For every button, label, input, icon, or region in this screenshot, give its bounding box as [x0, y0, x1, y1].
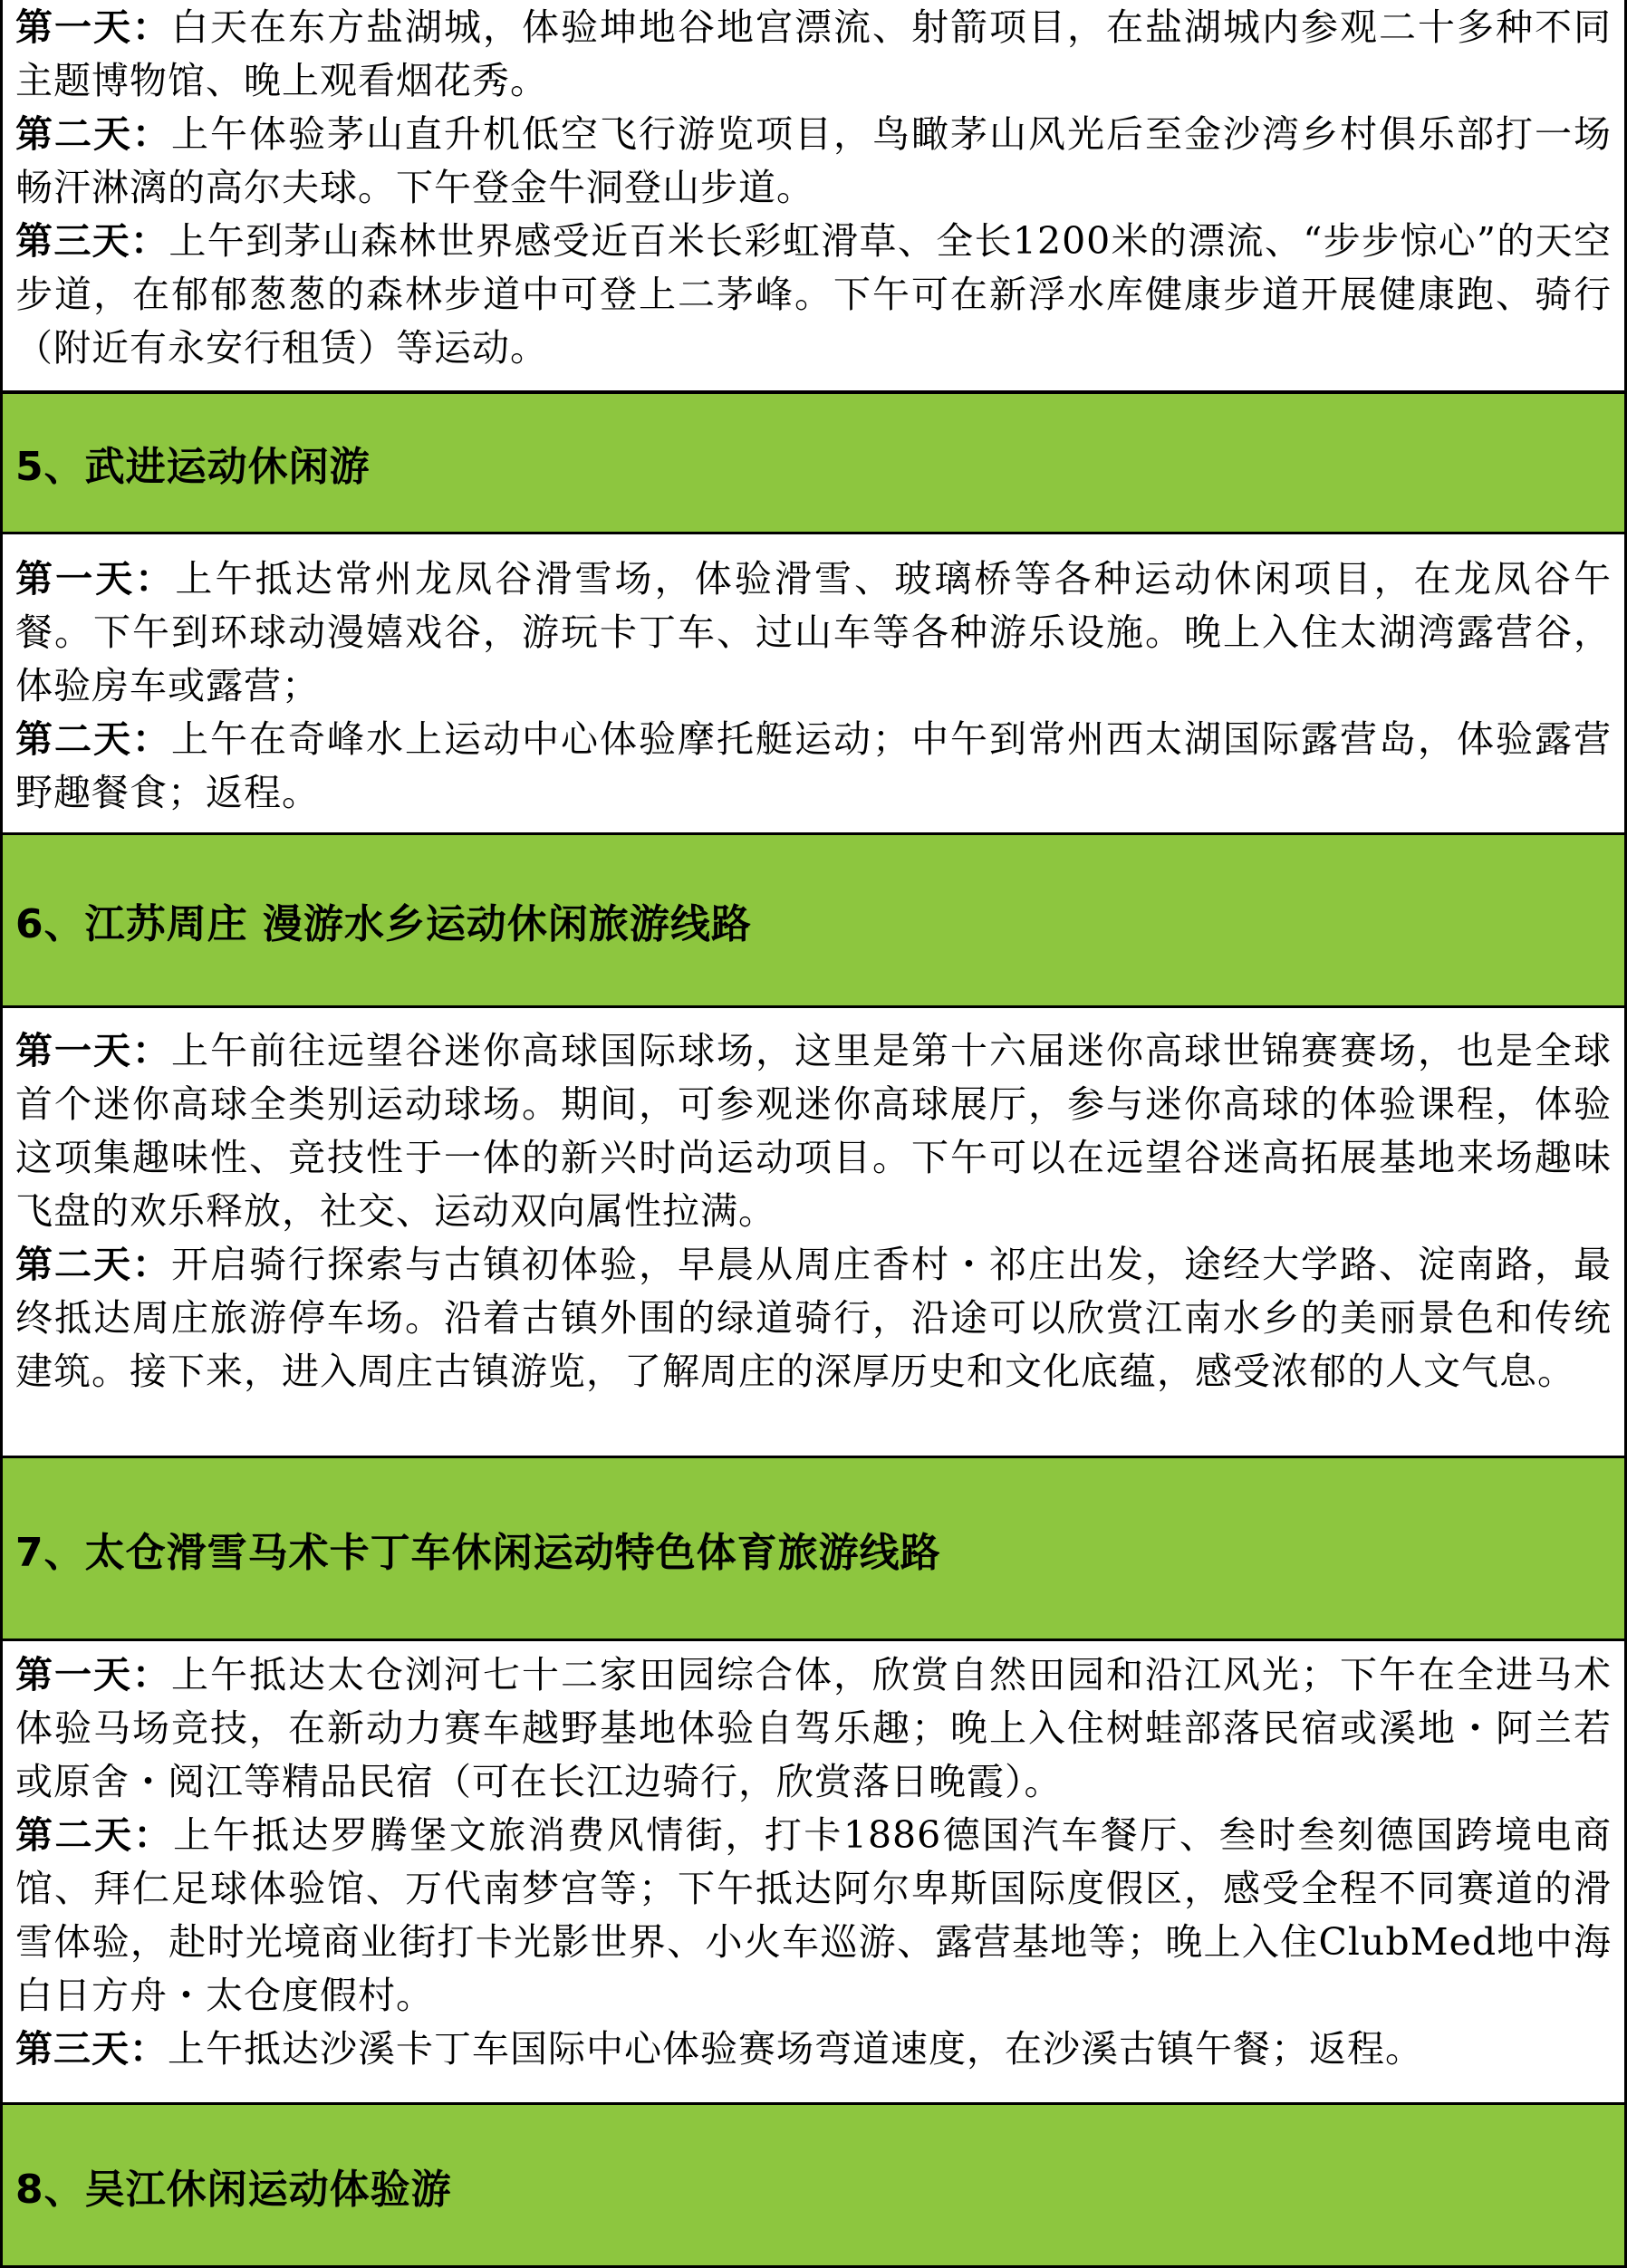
- day-paragraph: [15, 2023, 1612, 2076]
- day-paragraph: [15, 1, 1612, 108]
- route-title: 8、吴江休闲运动体验游: [15, 2166, 452, 2213]
- route-header-6: [0, 832, 1627, 1008]
- day-paragraph: [15, 1648, 1612, 1809]
- day-text: 上午到茅山森林世界感受近百米长彩虹滑草、全长1200米的漂流、“步步惊心”的天空步道，在郁郁葱葱的森林步道中可登上二茅峰。下午可在新浮水库健康步道开展健康跑、骑行（附近有永安行租赁）等运动。: [15, 219, 1612, 370]
- route-title: 6、江苏周庄 漫游水乡运动休闲旅游线路: [15, 901, 752, 947]
- day-label: 第二天：: [15, 1813, 174, 1857]
- route-header-8: [0, 2102, 1627, 2268]
- day-label: 第二天：: [15, 112, 171, 156]
- day-paragraph: [15, 553, 1612, 713]
- day-text: 上午在奇峰水上运动中心体验摩托艇运动；中午到常州西太湖国际露营岛，体验露营野趣餐食；返程。: [15, 717, 1612, 814]
- day-text: 上午抵达罗腾堡文旅消费风情街，打卡1886德国汽车餐厅、叁时叁刻德国跨境电商馆、拜仁足球体验馆、万代南梦宫等；下午抵达阿尔卑斯国际度假区，感受全程不同赛道的滑雪体验，赴时光境商业街打卡光影世界、小火车巡游、露营基地等；晚上入住ClubMed地中海白日方舟・太仓度假村。: [15, 1813, 1613, 2017]
- route-header-5: [0, 391, 1627, 534]
- day-label: 第一天：: [15, 557, 176, 601]
- itinerary-body-1: [0, 0, 1627, 393]
- day-text: 白天在东方盐湖城，体验坤地谷地宫漂流、射箭项目，在盐湖城内参观二十多种不同主题博物馆、晚上观看烟花秀。: [15, 5, 1612, 102]
- itinerary-body-5: [0, 532, 1627, 835]
- day-label: 第三天：: [15, 219, 169, 263]
- day-label: 第二天：: [15, 717, 171, 761]
- day-label: 第一天：: [15, 1029, 171, 1072]
- day-label: 第三天：: [15, 2027, 168, 2071]
- day-paragraph: [15, 1024, 1612, 1238]
- day-paragraph: [15, 1238, 1612, 1398]
- route-header-7: [0, 1456, 1627, 1641]
- day-paragraph: [15, 215, 1612, 375]
- day-label: 第一天：: [15, 5, 171, 49]
- itinerary-body-6: [0, 1005, 1627, 1458]
- day-paragraph: [15, 108, 1612, 215]
- day-paragraph: [15, 713, 1612, 820]
- day-text: 上午体验茅山直升机低空飞行游览项目，鸟瞰茅山风光后至金沙湾乡村俱乐部打一场畅汗淋漓的高尔夫球。下午登金牛洞登山步道。: [15, 112, 1612, 209]
- day-text: 上午前往远望谷迷你高球国际球场，这里是第十六届迷你高球世锦赛赛场，也是全球首个迷你高球全类别运动球场。期间，可参观迷你高球展厅，参与迷你高球的体验课程，体验这项集趣味性、竞技性于一体的新兴时尚运动项目。下午可以在远望谷迷高拓展基地来场趣味飞盘的欢乐释放，社交、运动双向属性拉满。: [15, 1029, 1612, 1233]
- day-text: 上午抵达太仓浏河七十二家田园综合体，欣赏自然田园和沿江风光；下午在全进马术体验马场竞技，在新动力赛车越野基地体验自驾乐趣；晚上入住树蛙部落民宿或溪地・阿兰若或原舍・阅江等精品民宿（可在长江边骑行，欣赏落日晚霞）。: [15, 1653, 1612, 1803]
- day-label: 第一天：: [15, 1653, 171, 1696]
- itinerary-body-7: [0, 1639, 1627, 2105]
- route-title: 7、太仓滑雪马术卡丁车休闲运动特色体育旅游线路: [15, 1529, 941, 1576]
- route-title: 5、武进运动休闲游: [15, 444, 371, 490]
- day-text: 上午抵达常州龙凤谷滑雪场，体验滑雪、玻璃桥等各种运动休闲项目，在龙凤谷午餐。下午到环球动漫嬉戏谷，游玩卡丁车、过山车等各种游乐设施。晚上入住太湖湾露营谷，体验房车或露营；: [15, 557, 1613, 707]
- day-text: 开启骑行探索与古镇初体验，早晨从周庄香村・祁庄出发，途经大学路、淀南路，最终抵达周庄旅游停车场。沿着古镇外围的绿道骑行，沿途可以欣赏江南水乡的美丽景色和传统建筑。接下来，进入周庄古镇游览，了解周庄的深厚历史和文化底蕴，感受浓郁的人文气息。: [15, 1243, 1612, 1393]
- day-label: 第二天：: [15, 1243, 171, 1286]
- day-text: 上午抵达沙溪卡丁车国际中心体验赛场弯道速度，在沙溪古镇午餐；返程。: [168, 2027, 1423, 2071]
- day-paragraph: [15, 1809, 1612, 2023]
